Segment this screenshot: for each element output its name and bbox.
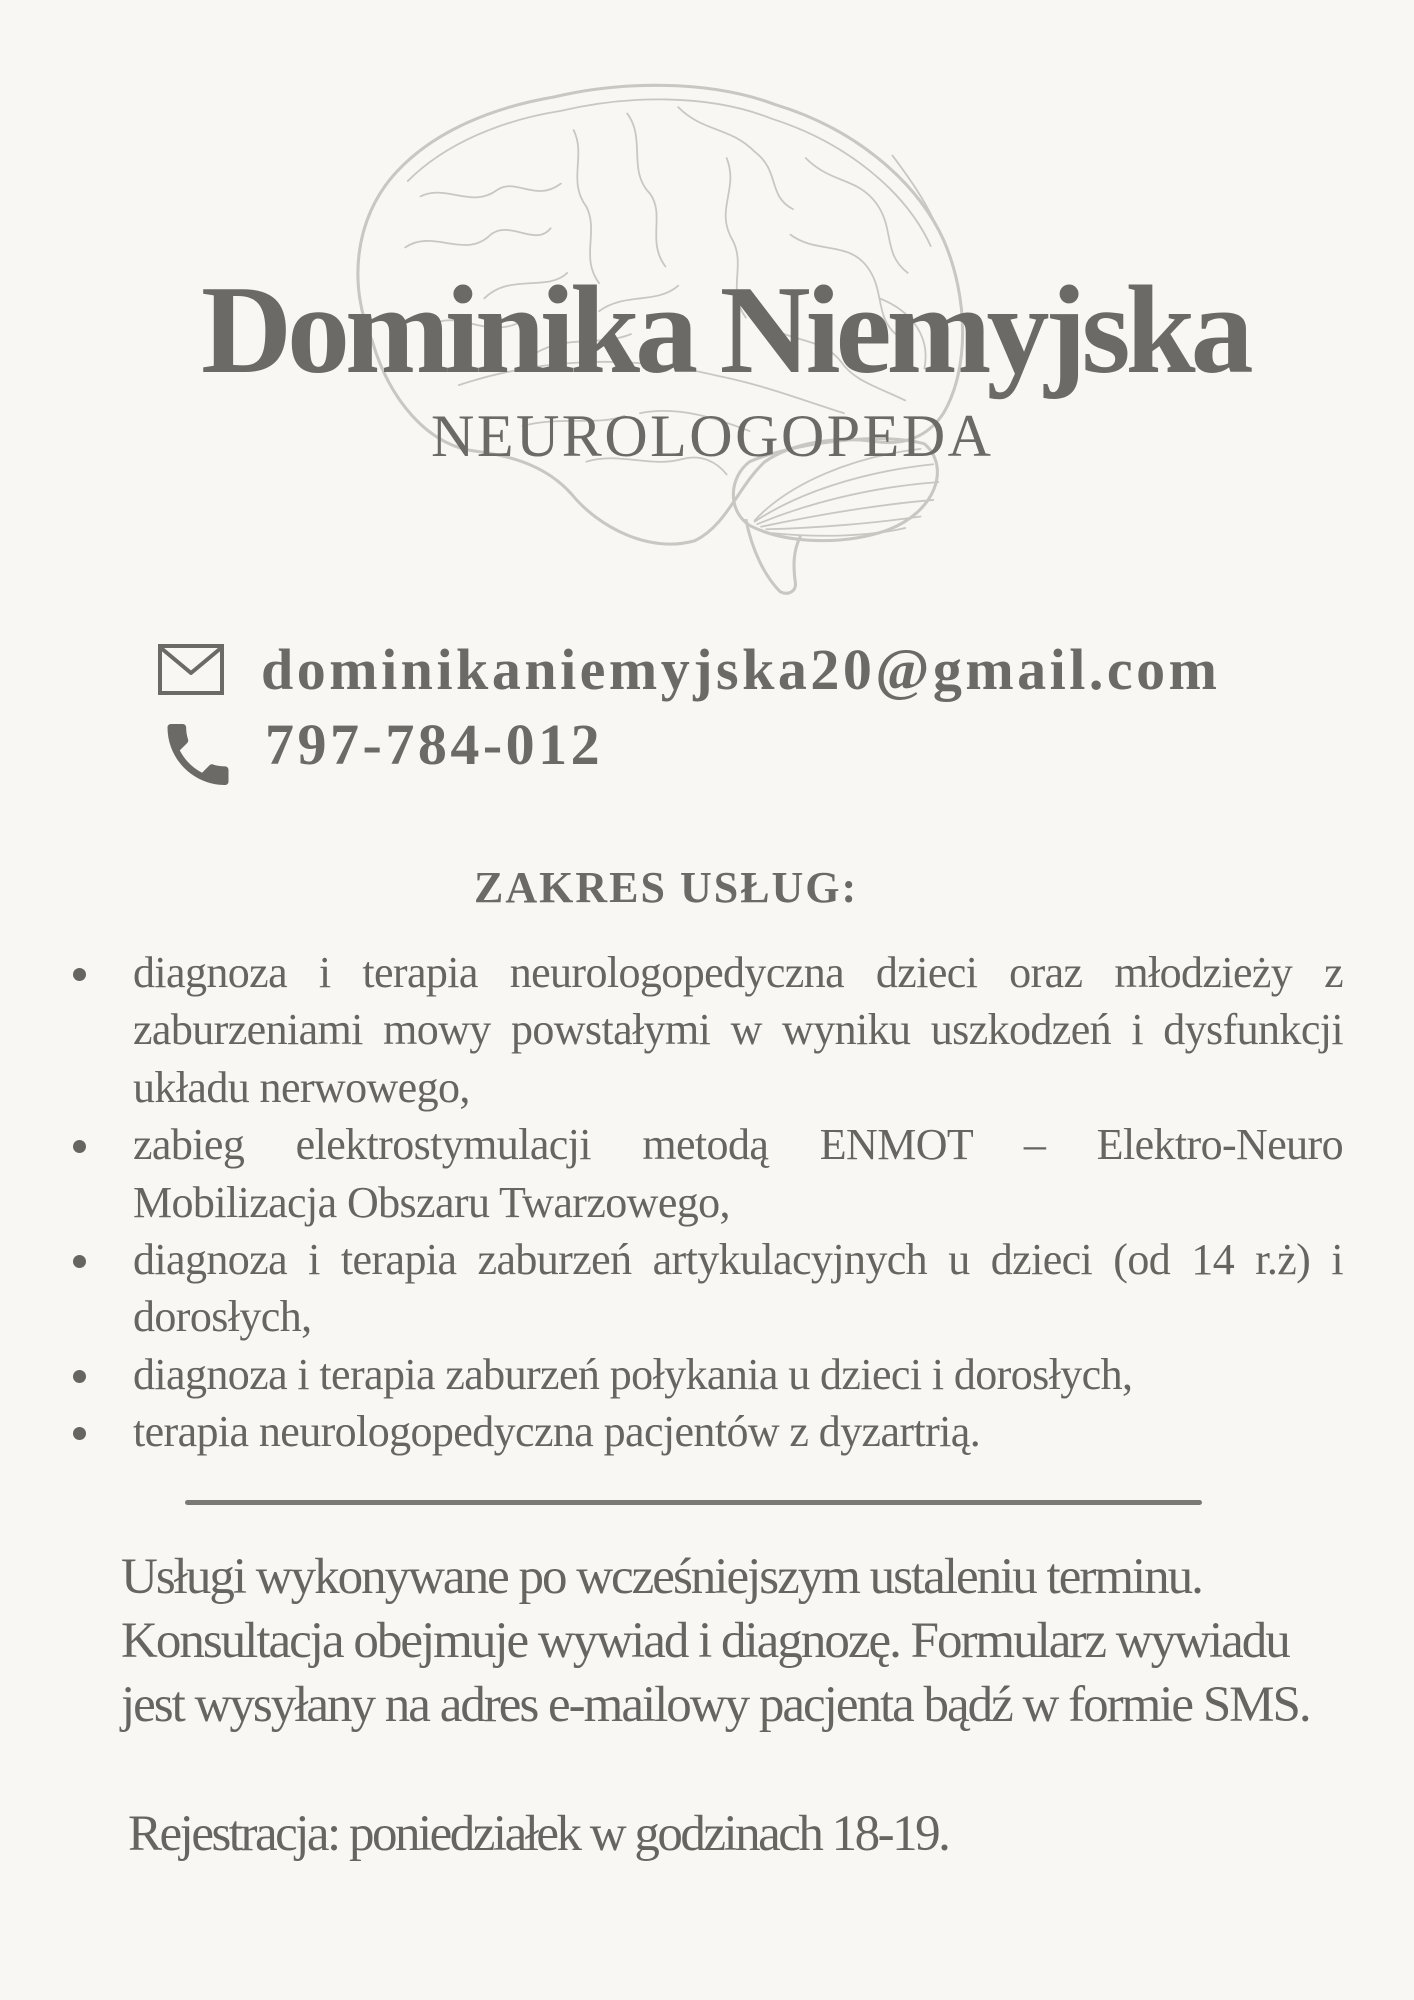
services-list [133,944,1343,1461]
notes-line: Konsultacja obejmuje wywiad i diagnozę. Formularz wywiadu [121,1613,1289,1669]
notes-paragraph [121,1545,1310,1737]
service-line: zabieg elektrostymulacji metodą ENMOT – Elektro-Neuro [133,1120,1343,1170]
brainstem-outline [746,519,801,593]
bullet [73,968,86,981]
notes-line: Usługi wykonywane po wcześniejszym ustaleniu terminu. [121,1549,1202,1605]
service-line: diagnoza i terapia zaburzeń połykania u dzieci i dorosłych, [133,1349,1133,1399]
service-line: diagnoza i terapia zaburzeń artykulacyjnych u dzieci (od 14 r.ż) i [133,1235,1343,1285]
service-item [133,1116,1343,1231]
profession-subtitle: NEUROLOGOPEDA [431,403,994,469]
service-line: diagnoza i terapia neurologopedyczna dzieci oraz młodzieży z [133,948,1343,997]
service-item [133,1403,1343,1460]
service-line: terapia neurologopedyczna pacjentów z dyzartrią. [133,1407,981,1457]
service-item [133,1231,1343,1346]
bullet [73,1255,86,1268]
service-line: dorosłych, [133,1292,312,1342]
phone-icon [166,724,230,785]
bullet [73,1427,86,1440]
bullet [73,1370,86,1383]
envelope-icon [158,644,224,695]
service-item [133,1346,1343,1403]
email-address: dominikaniemyjska20@gmail.com [261,637,1221,702]
phone-number: 797-784-012 [265,712,604,777]
divider [185,1500,1202,1505]
page-title: Dominika Niemyjska [201,261,1249,400]
services-heading: ZAKRES USŁUG: [474,863,859,912]
notes-line: jest wysyłany na adres e-mailowy pacjenta bądź w formie SMS. [121,1677,1310,1733]
service-item [133,944,1343,1116]
bullet [73,1140,86,1153]
service-line: układu nerwowego, [133,1062,470,1112]
service-line: zaburzeniami mowy powstałymi w wyniku uszkodzeń i dysfunkcji [133,1005,1343,1055]
registration-hours: Rejestracja: poniedziałek w godzinach 18-19. [128,1806,949,1862]
service-line: Mobilizacja Obszaru Twarzowego, [133,1177,730,1227]
